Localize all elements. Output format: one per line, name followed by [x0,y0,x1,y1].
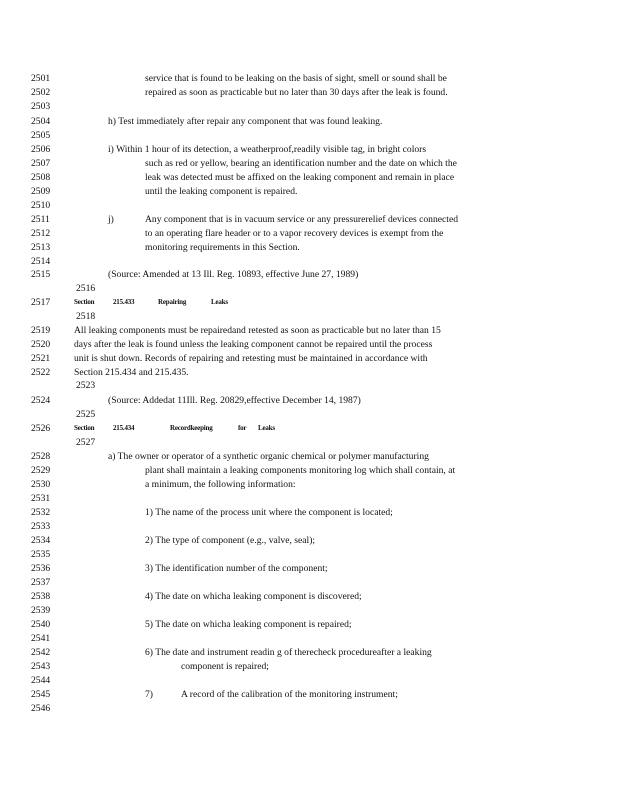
line-2527-number: 2527 [76,437,96,448]
line-2511-marker: j) [108,214,114,225]
line-2526-number: 2526 [31,423,51,434]
line-2520-text: days after the leak is found unless the leaking component cannot be repaired until the process [74,339,433,350]
line-2508-number: 2508 [31,172,51,183]
line-2512-number: 2512 [31,228,51,239]
line-2517-number: 2517 [31,297,51,308]
line-2504-number: 2504 [31,116,51,127]
line-2507-number: 2507 [31,158,51,169]
line-2528-text: a) The owner or operator of a synthetic organic chemical or polymer manufacturing [108,451,429,462]
line-2542-number: 2542 [31,647,51,658]
line-2502-text: repaired as soon as practicable but no later than 30 days after the leak is found. [145,87,448,98]
line-2540-number: 2540 [31,619,51,630]
line-2506-text: i) Within 1 hour of its detection, a weatherproof,readily visible tag, in bright colors [108,144,427,155]
line-2509-number: 2509 [31,186,51,197]
line-2513-text: monitoring requirements in this Section. [145,242,300,253]
line-2523-number: 2523 [76,380,96,391]
line-2512-text: to an operating flare header or to a vapor recovery devices is exempt from the [145,228,444,239]
line-2514-number: 2514 [31,256,51,267]
line-2503-number: 2503 [31,101,51,112]
line-2546-number: 2546 [31,703,51,714]
section-number: 215.433 [113,298,135,306]
line-2541-number: 2541 [31,633,51,644]
line-2519-text: All leaking components must be repairedand retested as soon as practicable but no later than 15 [74,325,441,336]
line-2519-number: 2519 [31,325,51,336]
line-2525-number: 2525 [76,409,96,420]
line-2518-number: 2518 [76,311,96,322]
line-2504-text: h) Test immediately after repair any component that was found leaking. [108,116,383,127]
line-2522-number: 2522 [31,367,51,378]
line-2535-number: 2535 [31,549,51,560]
line-2509-text: until the leaking component is repaired. [145,186,298,197]
line-2524-text: (Source: Addedat 11Ill. Reg. 20829,effective December 14, 1987) [108,395,361,406]
line-2536-text: 3) The identification number of the component; [145,563,328,574]
line-2532-text: 1) The name of the process unit where the component is located; [145,507,393,518]
line-2542-text: 6) The date and instrument readin g of therecheck procedureafter a leaking [145,647,432,658]
line-2513-number: 2513 [31,242,51,253]
line-2534-number: 2534 [31,535,51,546]
section-label: Section [74,424,95,432]
line-2533-number: 2533 [31,521,51,532]
line-2508-text: leak was detected must be affixed on the leaking component and remain in place [145,172,455,183]
line-2534-text: 2) The type of component (e.g., valve, seal); [145,535,316,546]
line-2515-text: (Source: Amended at 13 Ill. Reg. 10893, effective June 27, 1989) [108,269,359,280]
line-2545-text: A record of the calibration of the monitoring instrument; [181,689,398,700]
line-2545-number: 2545 [31,689,51,700]
section-title-word: Leaks [211,298,228,306]
line-2516-number: 2516 [76,283,96,294]
section-title-word: for [238,424,247,432]
line-2538-text: 4) The date on whicha leaking component is discovered; [145,591,362,602]
line-2537-number: 2537 [31,577,51,588]
line-2510-number: 2510 [31,200,51,211]
section-title-word: Repairing [158,298,187,306]
line-2530-number: 2530 [31,479,51,490]
line-2536-number: 2536 [31,563,51,574]
line-2505-number: 2505 [31,130,51,141]
line-2543-number: 2543 [31,661,51,672]
section-title-word: Recordkeeping [170,424,213,432]
line-2521-number: 2521 [31,353,51,364]
line-2543-text: component is repaired; [181,661,269,672]
line-2502-number: 2502 [31,87,51,98]
line-2501-text: service that is found to be leaking on the basis of sight, smell or sound shall be [145,73,447,84]
line-2531-number: 2531 [31,493,51,504]
line-2539-number: 2539 [31,605,51,616]
line-2506-number: 2506 [31,144,51,155]
line-2545-marker: 7) [145,689,153,700]
line-2501-number: 2501 [31,73,51,84]
line-2520-number: 2520 [31,339,51,350]
section-label: Section [74,298,95,306]
line-2540-text: 5) The date on whicha leaking component is repaired; [145,619,352,630]
line-2528-number: 2528 [31,451,51,462]
line-2530-text: a minimum, the following information: [145,479,296,490]
section-title-word: Leaks [258,424,275,432]
line-2524-number: 2524 [31,395,51,406]
line-2529-text: plant shall maintain a leaking components monitoring log which shall contain, at [145,465,456,476]
line-2538-number: 2538 [31,591,51,602]
line-2522-text: Section 215.434 and 215.435. [74,367,189,378]
line-2529-number: 2529 [31,465,51,476]
line-2544-number: 2544 [31,675,51,686]
line-2511-text: Any component that is in vacuum service or any pressurerelief devices connected [145,214,459,225]
line-2515-number: 2515 [31,269,51,280]
section-number: 215.434 [113,424,135,432]
line-2507-text: such as red or yellow, bearing an identification number and the date on which the [145,158,457,169]
line-2532-number: 2532 [31,507,51,518]
line-2521-text: unit is shut down. Records of repairing and retesting must be maintained in accordance with [74,353,428,364]
line-2511-number: 2511 [31,214,50,225]
